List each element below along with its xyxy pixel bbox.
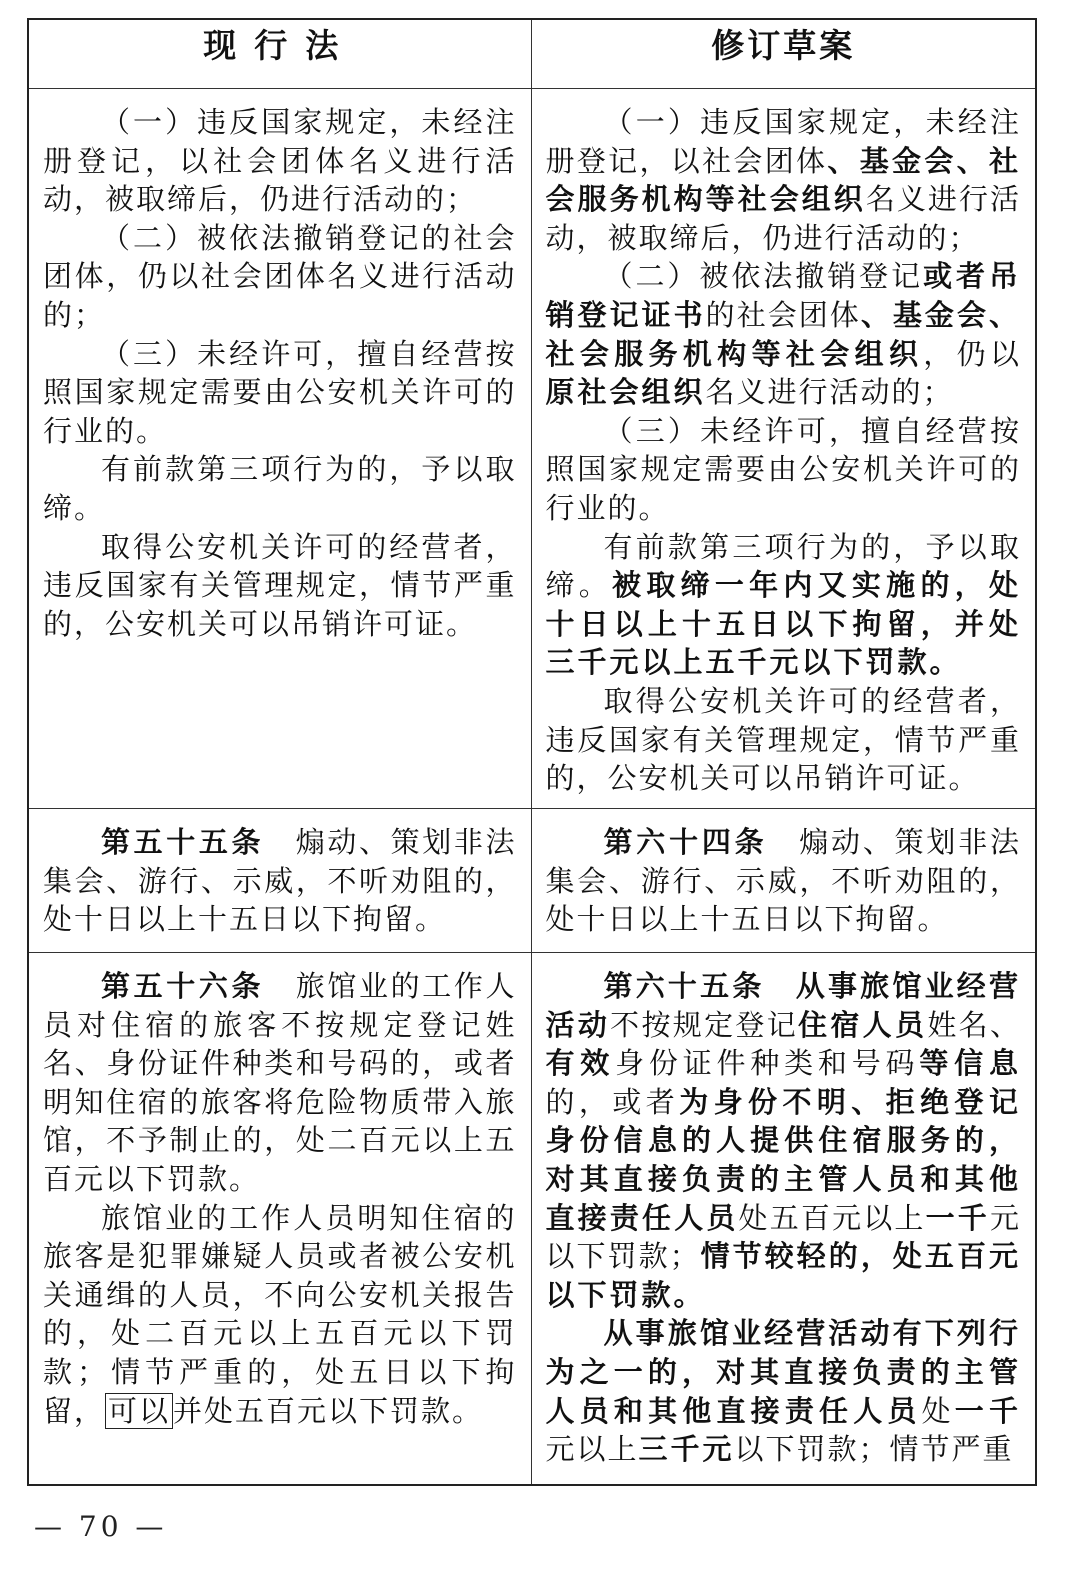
text: 姓名、 xyxy=(927,1007,1021,1042)
text: 并处五百元以下罚款。 xyxy=(173,1393,484,1428)
boxed-text: 可以 xyxy=(105,1393,173,1429)
text: 旅馆业的工作人员对住宿的旅客不按规定登记姓名、身份证件种类和号码的，或者明知住宿的旅客将危险物质带入旅馆，不予制止的，处二百元以上五百元以下罚款。 xyxy=(43,969,517,1196)
text: （一）违反国家规定，未经注册登记，以社会团体 xyxy=(545,105,1021,178)
row2-revised-draft xyxy=(532,809,1036,945)
bold-text: 从事旅馆业经营活动有下列行为之一的，对其直接负责的主管人员和其他直接责任人员 xyxy=(545,1316,1021,1428)
bold-text: 、基金会、社会服务机构等社会组织 xyxy=(545,297,1021,371)
bold-text: 从事旅馆业经营活动 xyxy=(545,969,1021,1042)
text: 煽动、策划非法集会、游行、示威，不听劝阻的，处十日以上十五日以下拘留。 xyxy=(545,825,1021,937)
text: 以下罚款；情节严重 xyxy=(734,1432,1014,1467)
text: 有前款第三项行为的，予以取缔。 xyxy=(545,529,1021,603)
text: 元以下罚款； xyxy=(545,1200,1021,1274)
paragraph xyxy=(546,257,1022,411)
paragraph xyxy=(546,528,1022,682)
paragraph xyxy=(43,103,517,219)
text: 元以上 xyxy=(545,1432,639,1467)
row1-current-law xyxy=(29,89,531,649)
text: （二）被依法撤销登记的社会团体，仍以社会团体名义进行活动的； xyxy=(43,220,517,332)
header-revised-draft: 修订草案 xyxy=(531,20,1035,89)
text: 取得公安机关许可的经营者，违反国家有关管理规定，情节严重的，公安机关可以吊销许可证。 xyxy=(43,529,517,641)
comparison-table xyxy=(29,20,1035,1484)
row2-current-law xyxy=(29,809,531,945)
bold-text: 情节较轻的，处五百元以下罚款。 xyxy=(545,1239,1021,1312)
paragraph xyxy=(43,528,517,644)
text: 身份证件种类和号码 xyxy=(615,1046,920,1081)
text: 处五百元以上 xyxy=(738,1200,926,1235)
text: （三）未经许可，擅自经营按照国家规定需要由公安机关许可的行业的。 xyxy=(545,413,1021,525)
paragraph xyxy=(43,335,517,451)
paragraph xyxy=(546,967,1022,1314)
text: 取得公安机关许可的经营者，违反国家有关管理规定，情节严重的，公安机关可以吊销许可证。 xyxy=(545,683,1021,796)
text: 煽动、策划非法集会、游行、示威，不听劝阻的，处十日以上十五日以下拘留。 xyxy=(43,825,517,937)
text: 名义进行活动的； xyxy=(705,375,954,410)
page-number: — 70 — xyxy=(34,1510,168,1543)
text: （三）未经许可，擅自经营按照国家规定需要由公安机关许可的行业的。 xyxy=(43,336,517,448)
comparison-table-frame xyxy=(27,18,1037,1486)
text: 名义进行活动，被取缔后，仍进行活动的； xyxy=(545,182,1021,255)
text: 处 xyxy=(921,1393,955,1428)
bold-text: 被取缔一年内又实施的，处十日以上十五日以下拘留，并处三千元以上五千元以下罚款。 xyxy=(545,568,1021,680)
text: （二）被依法撤销登记 xyxy=(603,259,924,294)
paragraph xyxy=(546,103,1022,257)
bold-text: 三千元 xyxy=(638,1432,735,1467)
row1-revised-draft xyxy=(532,89,1036,804)
paragraph xyxy=(43,967,517,1199)
text: 的，或者 xyxy=(545,1084,680,1119)
bold-text: 第六十四条 xyxy=(603,825,768,859)
row3-current-law xyxy=(29,953,531,1436)
bold-text: 住宿人员 xyxy=(798,1007,928,1042)
bold-text: 或者吊销登记证书 xyxy=(545,259,1021,332)
paragraph xyxy=(546,412,1022,528)
paragraph xyxy=(43,823,517,939)
text: 的社会团体 xyxy=(705,297,861,332)
text: 旅馆业的工作人员明知住宿的旅客是犯罪嫌疑人员或者被公安机关通缉的人员，不向公安机关报告的，处二百元以上五百元以下罚款；情节严重的，处五日以下拘留， xyxy=(43,1200,517,1428)
bold-text: 有效 xyxy=(545,1046,616,1081)
text: 不按规定登记 xyxy=(610,1007,799,1042)
row3-revised-draft xyxy=(532,953,1036,1475)
paragraph xyxy=(546,682,1022,798)
paragraph xyxy=(43,1199,517,1431)
bold-text: 一千 xyxy=(925,1200,990,1235)
paragraph xyxy=(546,823,1022,939)
bold-text: 等信息 xyxy=(919,1046,1021,1081)
bold-text: 第五十五条 xyxy=(101,825,265,859)
bold-text: 第五十六条 xyxy=(101,969,265,1003)
bold-text: 第六十五条 xyxy=(603,969,765,1003)
text: （一）违反国家规定，未经注册登记，以社会团体名义进行活动，被取缔后，仍进行活动的； xyxy=(43,105,517,217)
text: ，仍以 xyxy=(923,336,1021,371)
bold-text: 原社会组织 xyxy=(545,375,706,410)
bold-text: 一千 xyxy=(954,1393,1021,1428)
paragraph xyxy=(546,1314,1022,1468)
text xyxy=(765,969,796,1003)
text: 有前款第三项行为的，予以取缔。 xyxy=(43,452,517,525)
bold-text: 为身份不明、拒绝登记身份信息的人提供住宿服务的，对其直接负责的主管人员和其他直接责任人员 xyxy=(545,1084,1021,1235)
bold-text: 、基金会、社会服务机构等社会组织 xyxy=(545,143,1021,217)
header-current-law: 现行法 xyxy=(29,20,531,89)
paragraph xyxy=(43,450,517,527)
paragraph xyxy=(43,219,517,335)
